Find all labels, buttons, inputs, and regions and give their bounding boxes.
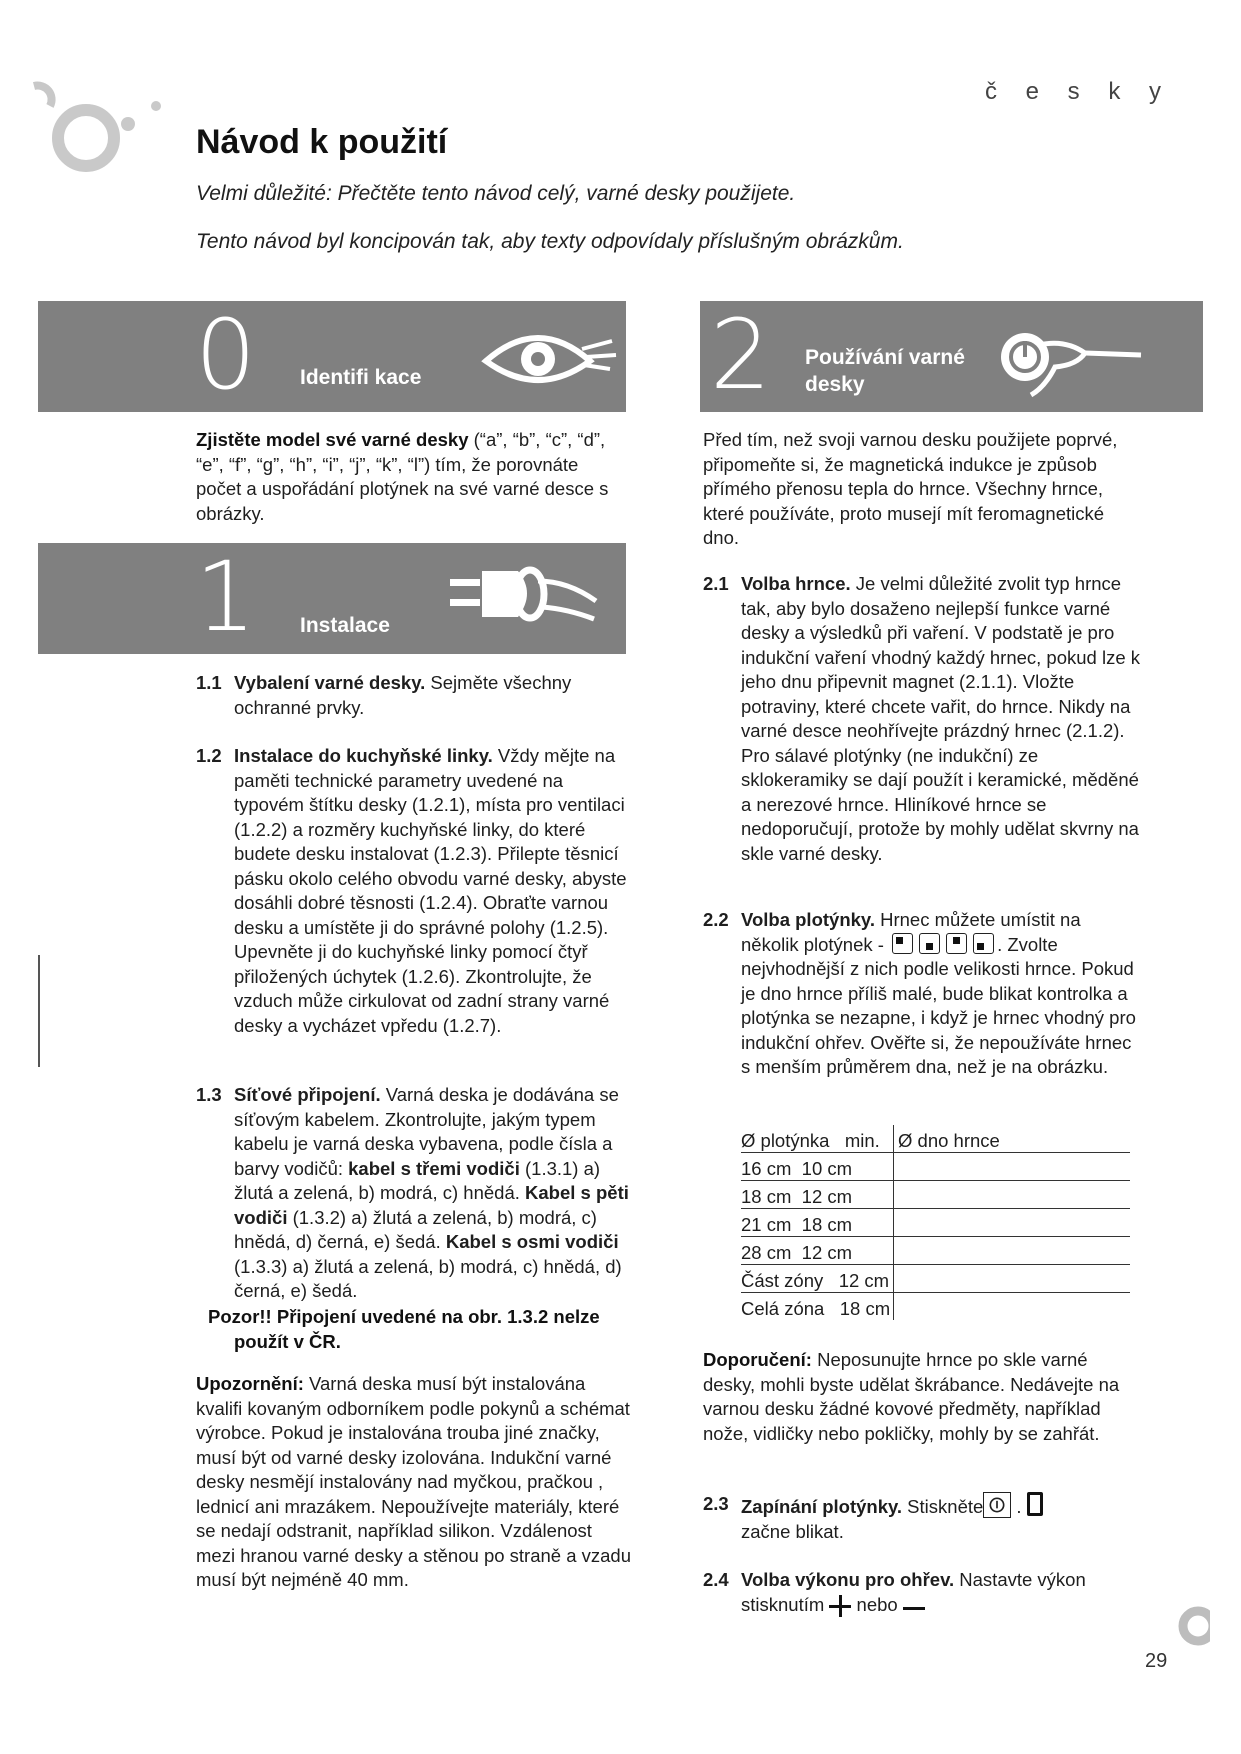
item-2-3-number: 2.3 (703, 1493, 729, 1514)
item-1-3-text-a: Varná deska je dodávána se síťovým kabelem. Zkontrolujte, jakým typem kabelu je varná deska vybavena, podle čísla a barvy vodičů: (234, 1084, 619, 1179)
section-2-title-line2: desky (805, 373, 865, 396)
display-zero-icon (1027, 1492, 1043, 1516)
notice-text: Varná deska musí být instalována kvalifi kovaným odborníkem podle pokynů a schémat výrobce. Pokud je instalována trouba jiné značky, musí být od varné desky izolována. Indukční varné desky nesmějí instalovány nad myčkou, pračkou , lednicí ani mrazákem. Nepoužívejte materiály, které se nedají odstranit, například silikon. Vzdálenost mezi hranou varné desky a stěnou po straně a vzadu musí být nejméně 40 mm. (196, 1373, 632, 1590)
item-2-2-number: 2.2 (703, 909, 729, 930)
item-1-2-heading: Instalace do kuchyňské linky. (234, 745, 493, 766)
page-number: 29 (1145, 1650, 1168, 1672)
section-2-title-line1: Používání varné (805, 346, 965, 369)
item-2-4-text-b: nebo (851, 1593, 903, 1615)
item-2-4-number: 2.4 (703, 1569, 729, 1590)
zone-bottom-left-icon (973, 933, 994, 954)
section-0-text (196, 428, 626, 526)
section-2-title (805, 344, 965, 398)
item-1-2 (196, 744, 626, 1064)
zone-top-center-icon (946, 933, 967, 954)
item-2-3-text-a: Stiskněte (902, 1496, 984, 1517)
minus-icon (903, 1607, 925, 1610)
cell-zone: 28 cm (741, 1242, 792, 1263)
page-title: Návod k použití (196, 123, 448, 161)
item-2-3-text-c: začne blikat. (741, 1520, 844, 1542)
item-2-1 (703, 572, 1143, 892)
item-2-4 (703, 1568, 1143, 1628)
subtitle-design: Tento návod byl koncipován tak, aby texty odpovídaly příslušným obrázkům. (196, 230, 904, 253)
recommendation (703, 1348, 1143, 1446)
header-zone-diameter: Ø plotýnka (741, 1130, 830, 1151)
power-plug-icon (448, 559, 598, 639)
section-0-body: (“a”, “b”, “c”, “d”, “e”, “f”, “g”, “h”, “i”, “j”, “k”, “l”) tím, že porovnáte počet a uspořádání plotýnek na své varné desce s obrázky. (196, 429, 609, 524)
item-1-3-text-e: (1.3.2) a) žlutá a zelená, b) modrá, c) hnědá, d) černá, e) šedá. (234, 1206, 597, 1252)
section-0-lead: Zjistěte model své varné desky (196, 429, 469, 450)
cell-min: 18 cm (839, 1298, 891, 1319)
cell-zone: Část zóny (741, 1270, 824, 1291)
table-row (741, 1181, 1130, 1209)
margin-rule (38, 955, 40, 1067)
item-1-3-text-g: (1.3.3) a) žlutá a zelená, b) modrá, c) hnědá, d) černá, e) šedá. (234, 1255, 622, 1301)
zone-bottom-center-icon (919, 933, 940, 954)
section-1-title: Instalace (300, 614, 390, 637)
item-2-2-heading: Volba plotýnky. (741, 909, 875, 930)
cell-min: 12 cm (801, 1186, 853, 1207)
touch-control-icon (985, 315, 1145, 405)
pot-size-table (741, 1125, 1130, 1320)
section-2-banner (700, 301, 1203, 412)
recommendation-heading: Doporučení: (703, 1349, 812, 1370)
connection-warning-text: Pozor!! Připojení uvedené na obr. 1.3.2 nelze použít v ČR. (208, 1306, 600, 1352)
table-row (741, 1293, 1130, 1321)
recommendation-text: Neposunujte hrnce po skle varné desky, mohli byste udělat škrábance. Nedávejte na varnou desku žádné kovové předměty, například nože, vidličky nebo pokličky, mohly by se zahřát. (703, 1349, 1120, 1444)
item-1-1-text: Sejměte všechny ochranné prvky. (234, 672, 572, 718)
section-2-intro: Před tím, než svoji varnou desku použijete poprvé, připomeňte si, že magnetická indukce je způsob přímého přenosu tepla do hrnce. Všechny hrnce, které používáte, proto musejí mít feromagnetické dno. (703, 429, 1118, 548)
item-1-1-heading: Vybalení varné desky. (234, 672, 426, 693)
cell-zone: 18 cm (741, 1186, 792, 1207)
item-1-3-eight-wire: Kabel s osmi vodiči (445, 1231, 619, 1252)
brand-circles-icon (28, 78, 168, 188)
item-2-2-text-b: . Zvolte nejvhodnější z nich podle velikosti hrnce. Pokud je dno hrnce příliš malé, bude blikat kontrolka a plotýnka se nezapne, i když je hrnec vhodný pro indukční ohřev. Ověřte si, že nepoužíváte hrnec s menším průměrem dna, než je na obrázku. (741, 933, 1136, 1077)
header-min: min. (844, 1130, 880, 1151)
section-2-number: 2 (710, 299, 772, 411)
item-1-3-text-c: (1.3.1) a) žlutá a zelená, b) modrá, c) hnědá. (234, 1157, 601, 1203)
power-button-icon (983, 1492, 1011, 1518)
item-1-2-number: 1.2 (196, 745, 222, 766)
cell-zone: 16 cm (741, 1158, 792, 1179)
cell-min: 12 cm (838, 1270, 890, 1291)
notice-heading: Upozornění: (196, 1373, 304, 1394)
table-header-row (741, 1125, 1130, 1153)
eye-icon (478, 321, 618, 401)
cell-min: 10 cm (801, 1158, 853, 1179)
subtitle-important: Velmi důležité: Přečtěte tento návod celý, varné desky použijete. (196, 182, 796, 205)
zone-top-left-icon (892, 933, 913, 954)
item-2-2 (703, 908, 1143, 1108)
installation-notice (196, 1372, 636, 1593)
table-row (741, 1265, 1130, 1293)
item-2-3-heading: Zapínání plotýnky. (741, 1496, 903, 1517)
decorative-ring-icon (1172, 1603, 1210, 1649)
item-1-3-heading: Síťové připojení. (234, 1084, 381, 1105)
item-1-1-number: 1.1 (196, 672, 222, 693)
item-2-2-text-a: Hrnec můžete umístit na několik plotýnek - (741, 909, 1081, 955)
section-1-banner (38, 543, 626, 654)
section-0-title: Identifi kace (300, 366, 422, 389)
item-1-3-number: 1.3 (196, 1084, 222, 1105)
table-row (741, 1153, 1130, 1181)
item-1-3-five-wire: Kabel s pěti vodiči (234, 1182, 629, 1228)
item-2-1-text: Je velmi důležité zvolit typ hrnce tak, aby bylo dosaženo nejlepší funkce varné desky a výsledků při vaření. V podstatě je pro indukční vaření vhodný každý hrnec, pokud lze k jeho dnu připevnit magnet (2.1.1). Vložte potraviny, které chcete vařit, do hrnce. Nikdy na varné desce neohřívejte prázdný hrnec (2.1.2). Pro sálavé plotýnky (ne indukční) ze sklokeramiky se dají použít i keramické, měděné a nerezové hrnce. Hliníkové hrnce se nedoporučují, protože by mohly udělat skvrny na skle varné desky. (741, 573, 1141, 864)
language-label: č e s k y (985, 78, 1173, 105)
item-2-1-number: 2.1 (703, 573, 729, 594)
plus-icon (829, 1595, 851, 1617)
cell-zone: 21 cm (741, 1214, 792, 1235)
item-1-3-three-wire: kabel s třemi vodiči (348, 1157, 520, 1179)
table-row (741, 1237, 1130, 1265)
section-1-number: 1 (195, 541, 257, 653)
item-2-3 (703, 1492, 1143, 1552)
item-1-2-text: Vždy mějte na paměti technické parametry uvedené na typovém štítku desky (1.2.1), místa pro ventilaci (1.2.2) a rozměry kuchyňské linky, do které budete desku instalovat (1.2.3). Přilepte těsnicí pásku okolo celého obvodu varné desky, abyste dosáhli dobré těsnosti (1.2.4). Obraťte varnou desku a umístěte ji do správné polohy (1.2.5). Upevněte ji do kuchyňské linky pomocí čtyř přiložených úchytek (1.2.6). Zkontrolujte, že vzduch může cirkulovat od zadní strany varné desky a vycházet vpředu (1.2.7). (234, 745, 627, 1036)
table-row (741, 1209, 1130, 1237)
item-2-4-text-a: Nastavte výkon stisknutím (741, 1569, 1086, 1615)
item-2-1-heading: Volba hrnce. (741, 573, 851, 594)
item-2-4-heading: Volba výkonu pro ohřev. (741, 1569, 955, 1590)
cell-min: 12 cm (801, 1242, 853, 1263)
item-1-1 (196, 671, 626, 721)
item-1-3 (196, 1083, 629, 1303)
item-2-3-text-b: . (1011, 1496, 1027, 1517)
cell-min: 18 cm (801, 1214, 853, 1235)
section-0-number: 0 (195, 299, 257, 411)
section-0-banner (38, 301, 626, 412)
cell-zone: Celá zóna (741, 1298, 825, 1319)
header-pot-diameter: Ø dno hrnce (894, 1125, 1131, 1153)
connection-warning (208, 1305, 614, 1354)
